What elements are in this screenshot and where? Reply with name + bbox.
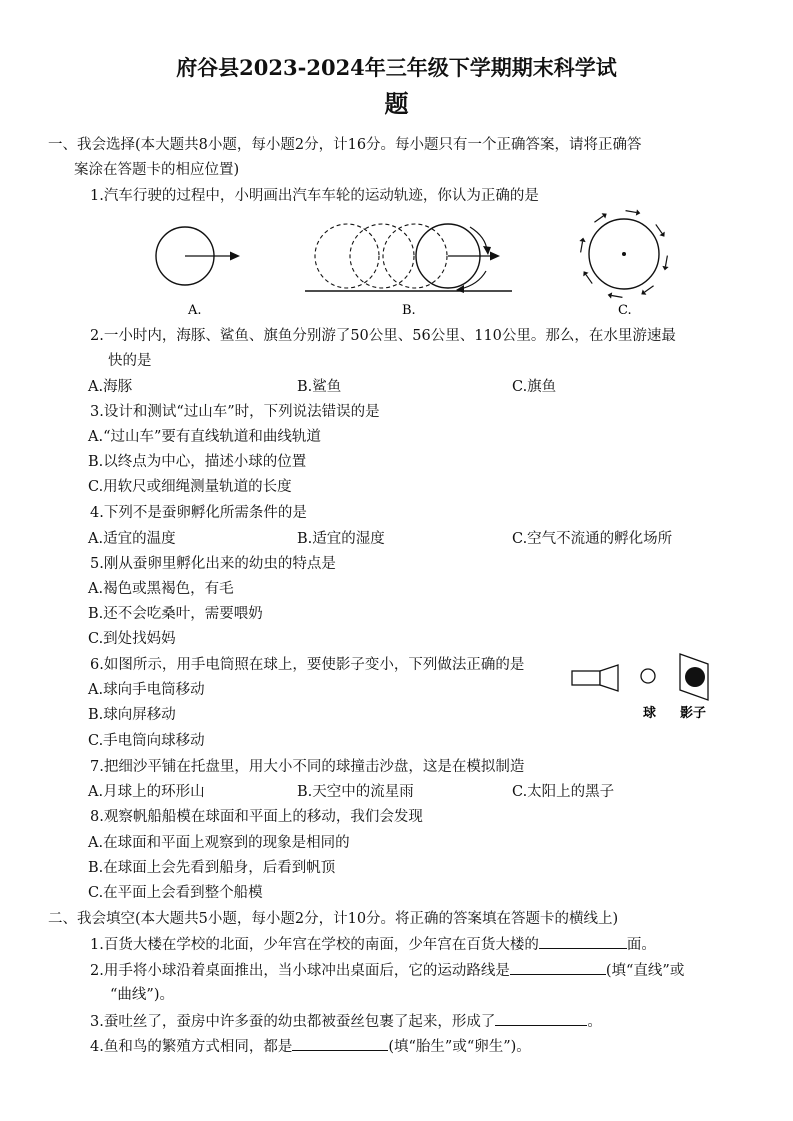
fill-q1	[90, 934, 656, 955]
rotation-arrow-line	[612, 295, 623, 297]
fill-q3-suffix: 。	[587, 1014, 602, 1030]
motion-arrow-head	[230, 252, 240, 261]
fill-q2-blank[interactable]	[510, 960, 606, 975]
q2-stem-cont: 快的是	[108, 353, 152, 369]
q3-option-a[interactable]: A.“过山车”要有直线轨道和曲线轨道	[88, 429, 321, 445]
rotation-arrow-line	[665, 256, 667, 267]
q8-option-a[interactable]: A.在球面和平面上观察到的现象是相同的	[88, 835, 350, 851]
exam-title-line2: 题	[384, 89, 409, 118]
q1-figure-c	[576, 207, 676, 322]
q8-option-b[interactable]: B.在球面上会先看到船身，后看到帆顶	[88, 860, 336, 876]
q7-option-a[interactable]: A.月球上的环形山	[88, 784, 205, 800]
q6-figure	[568, 648, 728, 723]
q6-option-b[interactable]: B.球向屏移动	[88, 707, 176, 723]
q8-stem: 8.观察帆船船模在球面和平面上的移动，我们会发现	[90, 809, 423, 825]
fill-q1-suffix: 面。	[626, 937, 656, 953]
q6-option-c[interactable]: C.手电筒向球移动	[88, 733, 205, 749]
section1-header: 一、我会选择(本大题共8小题，每小题2分，计16分。每小题只有一个正确答案，请将正确答	[48, 137, 642, 153]
figure-label-c: C.	[618, 303, 632, 318]
fill-q1-text: 1.百货大楼在学校的北面，少年宫在学校的南面，少年宫在百货大楼的	[90, 937, 539, 953]
motion-arrow-head	[490, 252, 500, 261]
ball-label: 球	[643, 706, 657, 721]
rotation-arrow-head	[583, 271, 588, 276]
rotation-arrow-line	[645, 286, 654, 292]
q2-option-b[interactable]: B.鲨鱼	[297, 379, 342, 395]
q5-option-a[interactable]: A.褐色或黑褐色，有毛	[88, 581, 234, 597]
q4-option-a[interactable]: A.适宜的温度	[88, 531, 176, 547]
q2-option-a[interactable]: A.海豚	[88, 379, 133, 395]
q2-option-c[interactable]: C.旗鱼	[512, 379, 557, 395]
shadow-icon	[685, 667, 705, 687]
q4-option-c[interactable]: C.空气不流通的孵化场所	[512, 531, 673, 547]
fill-q4	[90, 1036, 531, 1057]
fill-q1-blank[interactable]	[539, 934, 627, 949]
rotation-arrow-line	[656, 224, 662, 233]
fill-q2-cont: “曲线”)。	[110, 987, 174, 1003]
q3-option-b[interactable]: B.以终点为中心，描述小球的位置	[88, 454, 307, 470]
fill-q3	[90, 1011, 602, 1032]
q7-option-c[interactable]: C.太阳上的黑子	[512, 784, 615, 800]
flashlight-icon	[572, 665, 618, 691]
wheel-center-dot	[622, 252, 626, 256]
rotation-arrow-line	[586, 275, 592, 284]
fill-q3-text: 3.蚕吐丝了，蚕房中许多蚕的幼虫都被蚕丝包裹了起来，形成了	[90, 1014, 496, 1030]
fill-q4-text: 4.鱼和鸟的繁殖方式相同，都是	[90, 1039, 293, 1055]
ball-icon	[641, 669, 655, 683]
q6-option-a[interactable]: A.球向手电筒移动	[88, 682, 205, 698]
fill-q2	[90, 960, 684, 981]
q4-stem: 4.下列不是蚕卵孵化所需条件的是	[90, 505, 307, 521]
q5-stem: 5.刚从蚕卵里孵化出来的幼虫的特点是	[90, 556, 336, 572]
fill-q2-text: 2.用手将小球沿着桌面推出，当小球冲出桌面后，它的运动路线是	[90, 963, 510, 979]
shadow-label: 影子	[680, 706, 707, 721]
q5-option-c[interactable]: C.到处找妈妈	[88, 631, 176, 647]
exam-title-line1: 府谷县2023-2024年三年级下学期期末科学试	[176, 55, 617, 80]
q7-stem: 7.把细沙平铺在托盘里，用大小不同的球撞击沙盘，这是在模拟制造	[90, 759, 525, 775]
rotation-arrow-line	[594, 216, 603, 222]
rotation-arrow-head	[602, 213, 607, 218]
section1-header-cont: 案涂在答题卡的相应位置)	[74, 162, 240, 178]
rotation-arrow-head	[579, 238, 585, 242]
q1-figure-b	[300, 215, 520, 330]
figure-label-a: A.	[188, 303, 202, 318]
fill-q4-suffix: (填“胎生”或“卵生”)。	[388, 1039, 531, 1055]
rotation-arrow-line	[626, 211, 637, 213]
rotation-arrow-head	[659, 232, 664, 237]
fill-q4-blank[interactable]	[292, 1036, 388, 1051]
figure-label-b: B.	[402, 303, 416, 318]
rotation-arrow-line	[581, 242, 583, 253]
screen-icon	[680, 654, 708, 700]
rotation-arrow-head	[608, 292, 612, 298]
section2-header: 二、我会填空(本大题共5小题，每小题2分，计10分。将正确的答案填在答题卡的横线上)	[48, 911, 619, 927]
q3-option-c[interactable]: C.用软尺或细绳测量轨道的长度	[88, 479, 292, 495]
q6-stem: 6.如图所示，用手电筒照在球上，要使影子变小，下列做法正确的是	[90, 657, 525, 673]
rotation-arrow-head	[641, 289, 646, 294]
rotation-arrow-head	[636, 209, 640, 215]
q1-stem: 1.汽车行驶的过程中，小明画出汽车车轮的运动轨迹，你认为正确的是	[90, 188, 539, 204]
q4-option-b[interactable]: B.适宜的湿度	[297, 531, 385, 547]
fill-q2-suffix: (填“直线”或	[605, 963, 685, 979]
q2-stem: 2.一小时内，海豚、鲨鱼、旗鱼分别游了50公里、56公里、110公里。那么，在水里游速最	[90, 328, 676, 344]
q8-option-c[interactable]: C.在平面上会看到整个船模	[88, 885, 263, 901]
q3-stem: 3.设计和测试“过山车”时，下列说法错误的是	[90, 404, 380, 420]
q7-option-b[interactable]: B.天空中的流星雨	[297, 784, 414, 800]
q5-option-b[interactable]: B.还不会吃桑叶，需要喂奶	[88, 606, 263, 622]
q1-figure-a	[150, 218, 250, 328]
fill-q3-blank[interactable]	[495, 1011, 587, 1026]
rotation-arrow-head	[662, 266, 668, 270]
